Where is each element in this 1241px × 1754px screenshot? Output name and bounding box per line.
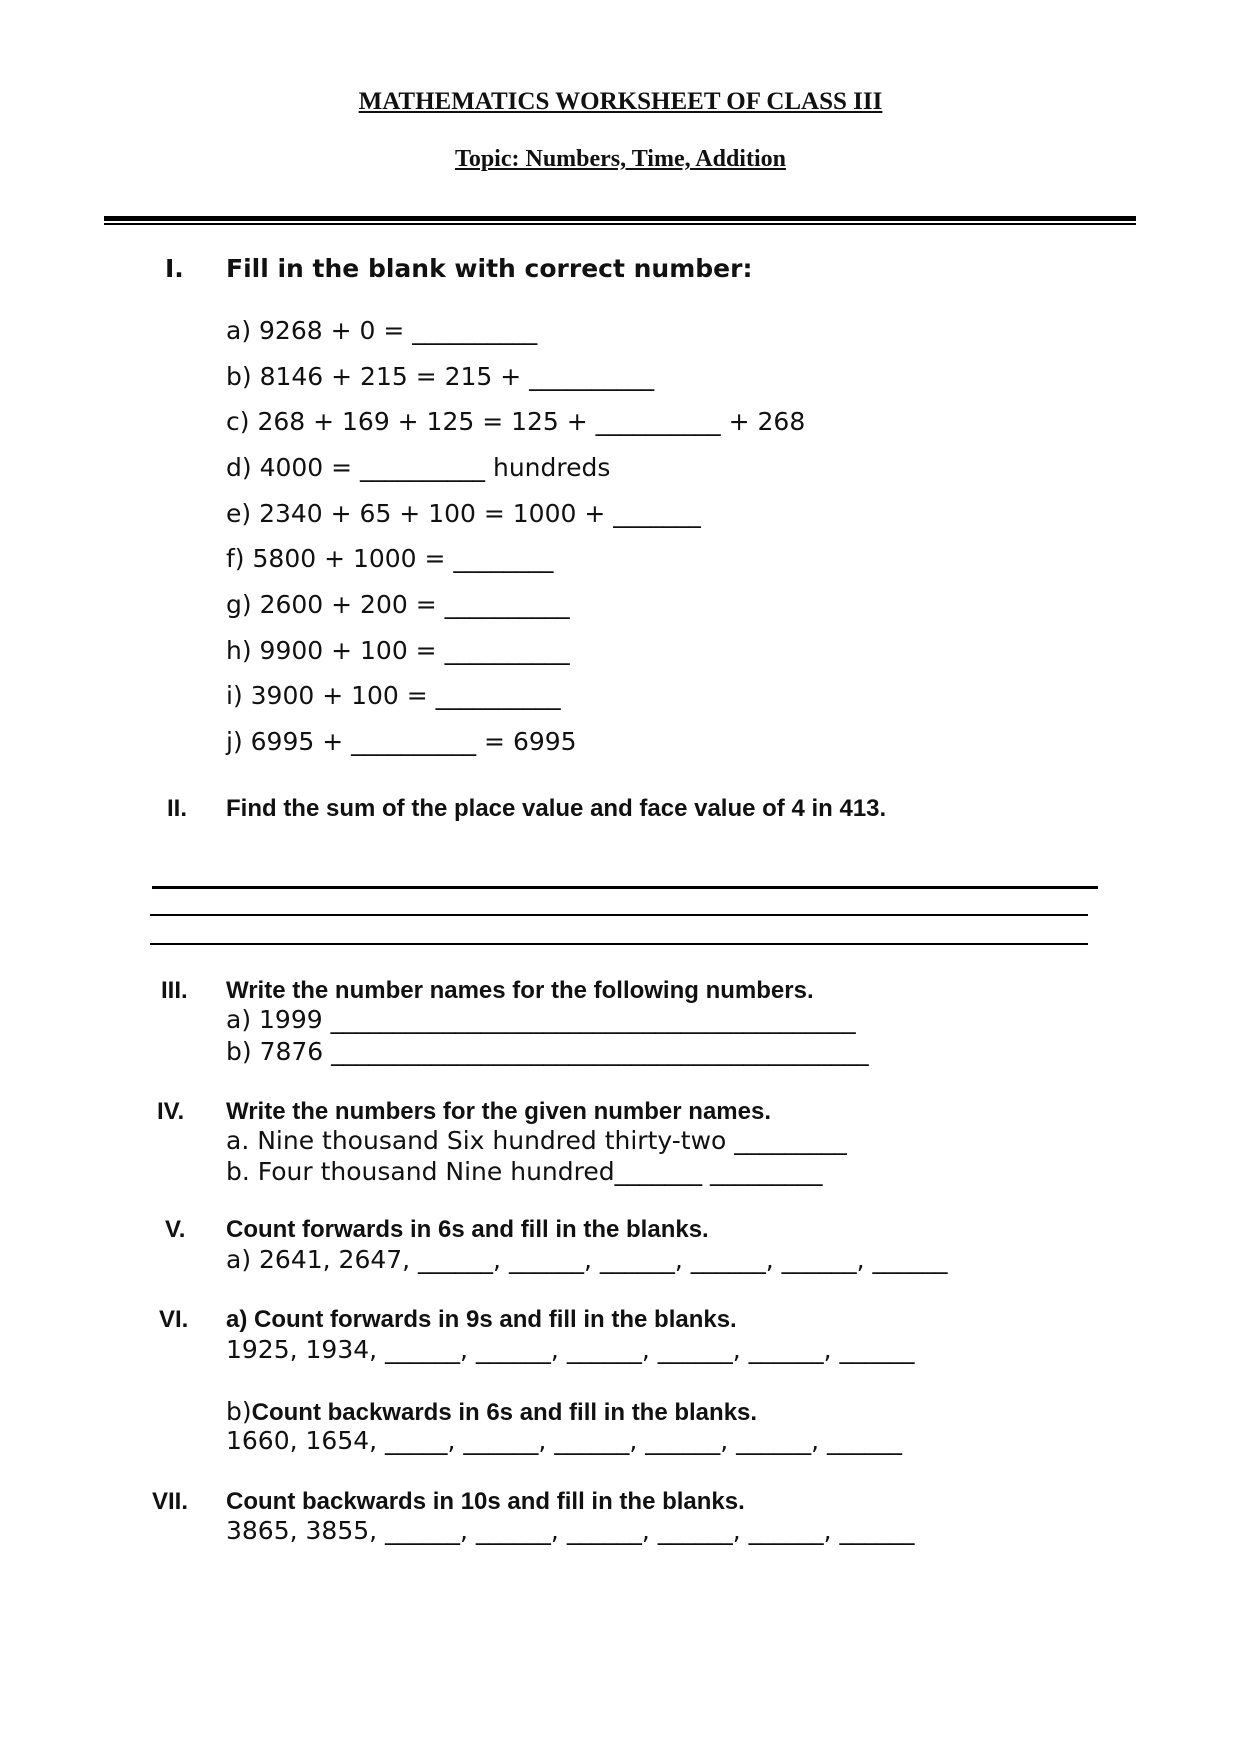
answer-line-2[interactable] [150, 914, 1088, 916]
section-1-item-e[interactable]: e) 2340 + 65 + 100 = 1000 + _______ [226, 499, 701, 528]
section-4-heading: Write the numbers for the given number names. [226, 1098, 771, 1125]
section-5-number: V. [165, 1216, 186, 1243]
section-1-item-c[interactable]: c) 268 + 169 + 125 = 125 + __________ + 268 [226, 407, 806, 436]
section-1-item-g[interactable]: g) 2600 + 200 = __________ [226, 590, 570, 619]
section-5-item-a[interactable]: a) 2641, 2647, ______, ______, ______, ______, ______, ______ [226, 1245, 948, 1274]
answer-line-1[interactable] [152, 886, 1098, 889]
section-3-number: III. [161, 977, 188, 1004]
section-6-prefix-b: b) [226, 1397, 252, 1426]
section-6-heading-b-text: Count backwards in 6s and fill in the blanks. [251, 1399, 758, 1426]
answer-line-3[interactable] [150, 943, 1088, 945]
section-3-item-b[interactable]: b) 7876 ___________________________________________ [226, 1037, 869, 1066]
section-4-item-b[interactable]: b. Four thousand Nine hundred_______ _________ [226, 1157, 823, 1186]
section-1-item-i[interactable]: i) 3900 + 100 = __________ [226, 681, 561, 710]
section-2-number: II. [167, 795, 188, 822]
section-1-number: I. [165, 254, 184, 283]
section-7-heading: Count backwards in 10s and fill in the blanks. [226, 1488, 745, 1515]
section-4-number: IV. [157, 1098, 185, 1125]
section-1-item-a[interactable]: a) 9268 + 0 = __________ [226, 316, 538, 345]
section-3-item-a[interactable]: a) 1999 __________________________________________ [226, 1005, 856, 1034]
section-5-heading: Count forwards in 6s and fill in the blanks. [226, 1216, 709, 1243]
section-6-item-b[interactable]: 1660, 1654, _____, ______, ______, ______, ______, ______ [226, 1426, 903, 1455]
worksheet-title: MATHEMATICS WORKSHEET OF CLASS III [358, 88, 883, 115]
section-6-heading-a: a) Count forwards in 9s and fill in the blanks. [226, 1306, 737, 1333]
section-1-item-h[interactable]: h) 9900 + 100 = __________ [226, 636, 570, 665]
section-4-item-a[interactable]: a. Nine thousand Six hundred thirty-two _________ [226, 1126, 847, 1155]
section-7-item-a[interactable]: 3865, 3855, ______, ______, ______, ______, ______, ______ [226, 1516, 915, 1545]
section-1-item-f[interactable]: f) 5800 + 1000 = ________ [226, 544, 554, 573]
section-3-heading: Write the number names for the following numbers. [226, 977, 814, 1004]
section-1-item-j[interactable]: j) 6995 + __________ = 6995 [226, 727, 577, 756]
section-6-heading-b [226, 1397, 757, 1427]
section-7-number: VII. [152, 1488, 189, 1515]
section-1-item-b[interactable]: b) 8146 + 215 = 215 + __________ [226, 362, 655, 391]
section-2-heading: Find the sum of the place value and face value of 4 in 413. [226, 795, 887, 822]
header-divider-thin [104, 223, 1136, 225]
section-6-item-a[interactable]: 1925, 1934, ______, ______, ______, ______, ______, ______ [226, 1335, 915, 1364]
header-divider-thick [104, 216, 1136, 221]
worksheet-topic: Topic: Numbers, Time, Addition [455, 146, 786, 172]
section-1-heading: Fill in the blank with correct number: [226, 254, 753, 283]
section-1-item-d[interactable]: d) 4000 = __________ hundreds [226, 453, 611, 482]
section-6-number: VI. [159, 1306, 189, 1333]
